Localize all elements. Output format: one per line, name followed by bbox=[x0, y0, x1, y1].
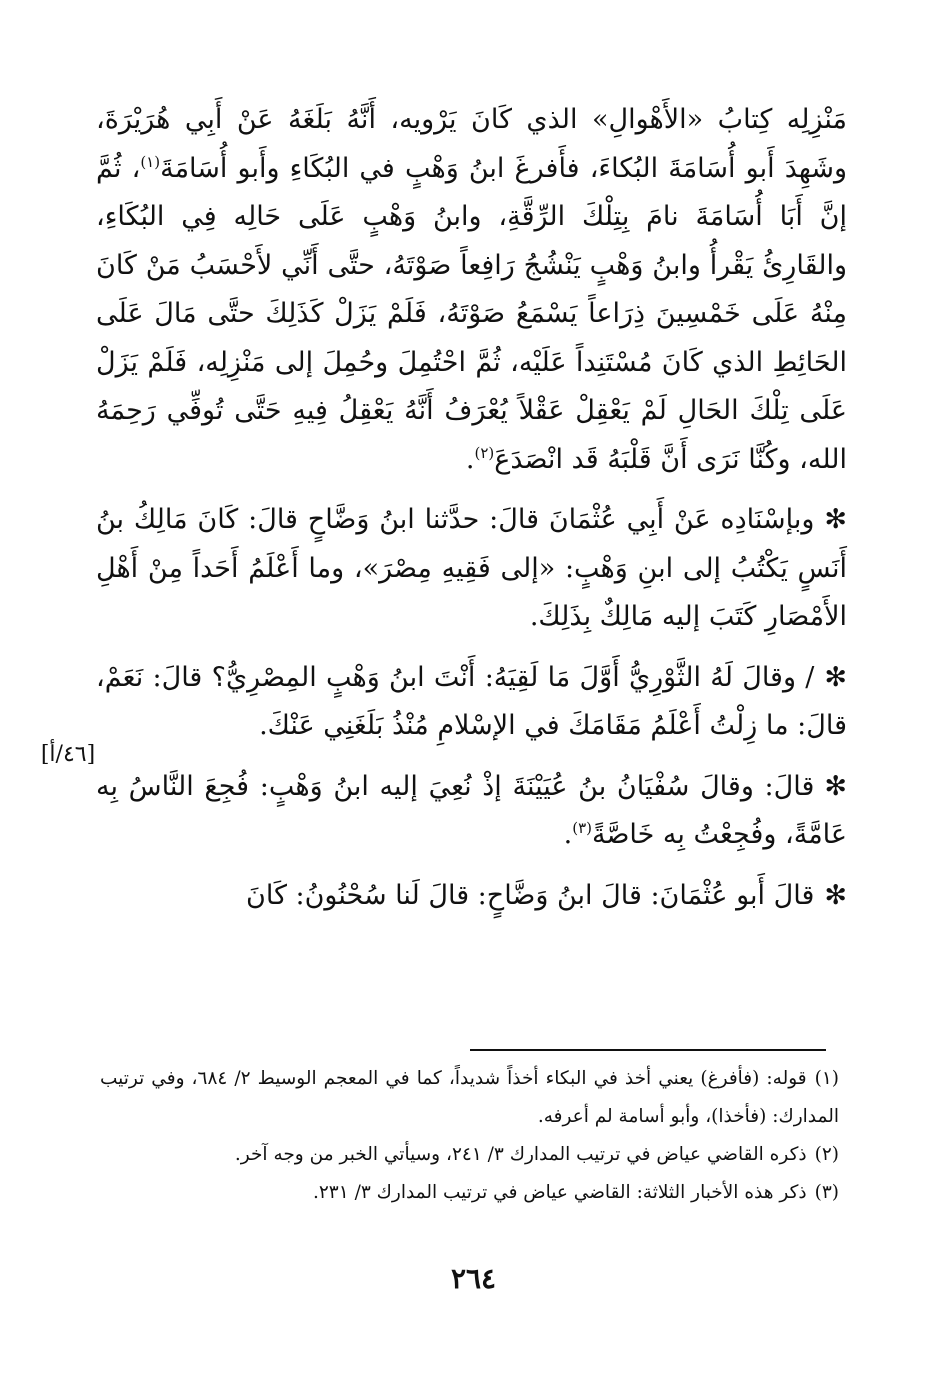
footnote-ref-1: (١) bbox=[140, 152, 161, 171]
asterisk-icon: ✻ bbox=[824, 504, 847, 535]
asterisk-icon: ✻ bbox=[824, 879, 847, 911]
footnote-1 bbox=[100, 1060, 839, 1136]
paragraph-5-text: قالَ أَبو عُثْمَانَ: قالَ ابنُ وَضَّاحٍ: قالَ لَنا سُحْنُونُ: كَانَ bbox=[246, 879, 815, 911]
main-text bbox=[96, 96, 847, 920]
asterisk-icon: ✻ bbox=[824, 770, 847, 802]
footnote-1-text: قوله: (فأفرغ) يعني أخذ في البكاء أخذاً شديداً، كما في المعجم الوسيط ٢/ ٦٨٤، وفي ترتيب المدارك: (فأخذا)، وأبو أسامة لم أعرفه. bbox=[100, 1068, 839, 1127]
footnote-3-number: (٣) bbox=[814, 1182, 839, 1203]
footnote-3 bbox=[100, 1174, 839, 1212]
footnote-2-text: ذكره القاضي عياض في ترتيب المدارك ٣/ ٢٤١، وسيأتي الخبر من وجه آخر. bbox=[234, 1144, 807, 1165]
asterisk-icon: ✻ bbox=[824, 661, 847, 693]
paragraph-1-text: مَنْزِلِه كِتابُ «الأَهْوالِ» الذي كَانَ يَرْويه، أَنَّهُ بَلَغَهُ عَنْ أَبِي هُرَيْرَةَ، وشَهِدَ أَبو أُسَامَةَ البُكاءَ، فأَفرغَ ابنُ وَهْبٍ في البُكَاءِ وأَبو أُسَامَةَ bbox=[96, 104, 847, 184]
footnote-3-text: ذكر هذه الأخبار الثلاثة: القاضي عياض في ترتيب المدارك ٣/ ٢٣١. bbox=[312, 1182, 807, 1203]
paragraph-3-text: / وقالَ لَهُ الثَّوْرِيُّ أَوَّلَ مَا لَقِيَهُ: أَنْتَ ابنُ وَهْبٍ المِصْرِيُّ؟ قالَ: نَعَمْ، قالَ: ما زِلْتُ أَعْلَمُ مَقَامَكَ في الإسْلامِ مُنْذُ بَلَغَنِي عَنْكَ. bbox=[96, 661, 847, 741]
footnote-divider bbox=[470, 1049, 826, 1051]
paragraph-2-text: وبإسْنَادِه عَنْ أَبِي عُثْمَانَ قالَ: حدَّثنا ابنُ وَضَّاحٍ قالَ: كَانَ مَالِكُ بنُ أَنَسٍ يَكْتُبُ إلى ابنِ وَهْبٍ: «إلى فَقِيهِ مِصْرَ»، وما أَعْلَمُ أَحَداً مِنْ أَهْلِ الأَمْصَارِ كَتَبَ إليه مَالِكٌ بِذَلِكَ. bbox=[96, 504, 847, 632]
paragraph-4-end: . bbox=[563, 819, 573, 850]
paragraph-5 bbox=[96, 872, 847, 921]
paragraph-4 bbox=[96, 763, 847, 860]
paragraph-2 bbox=[96, 496, 847, 642]
footnotes bbox=[100, 1060, 839, 1212]
page-number: ٢٦٤ bbox=[450, 1262, 497, 1295]
manuscript-folio-reference: [٤٦/أ] bbox=[40, 742, 96, 767]
footnote-2-number: (٢) bbox=[814, 1144, 839, 1165]
paragraph-1-text-cont: ، ثُمَّ إنَّ أَبَا أُسَامَةَ نامَ بِتِلْكَ الرِّقَّةِ، وابنُ وَهْبٍ عَلَى حَالِه فِي البُكَاءِ، والقَارِئُ يَقْرأُ وابنُ وَهْبٍ يَنْشُجُ رَافِعاً صَوْتَهُ، حتَّى أَنِّي لأَحْسَبُ مَنْ كَانَ مِنْهُ عَلَى خَمْسِينَ ذِرَاعاً يَسْمَعُ صَوْتَهُ، فَلَمْ يَزَلْ كَذَلِكَ حتَّى مَالَ عَلَى الحَائِطِ الذي كَانَ مُسْتَنِداً عَلَيْه، ثُمَّ احْتُمِلَ وحُمِلَ إلى مَنْزِلِه، فَلَمْ يَزَلْ عَلَى تِلْكَ الحَالِ لَمْ يَعْقِلْ عَقْلاً يُعْرَفُ أَنَّهُ يَعْقِلُ فِيهِ حَتَّى تُوفِّي رَحِمَهُ الله، وكُنَّا نَرَى أَنَّ قَلْبَهُ قَد انْصَدَعَ bbox=[96, 152, 847, 475]
paragraph-4-text: قالَ: وقالَ سُفْيَانُ بنُ عُيَيْنَةَ إذْ نُعِيَ إليه ابنُ وَهْبٍ: فُجِعَ النَّاسُ بِه عَامَّةً، وفُجِعْتُ بِه خَاصَّةً bbox=[96, 770, 847, 850]
paragraph-1-end: . bbox=[465, 443, 475, 475]
footnote-ref-2: (٢) bbox=[474, 443, 495, 462]
paragraph-1 bbox=[96, 96, 847, 484]
footnote-ref-3: (٣) bbox=[572, 819, 593, 837]
paragraph-3 bbox=[96, 654, 847, 751]
footnote-1-number: (١) bbox=[814, 1068, 839, 1089]
footnote-2 bbox=[100, 1136, 839, 1174]
